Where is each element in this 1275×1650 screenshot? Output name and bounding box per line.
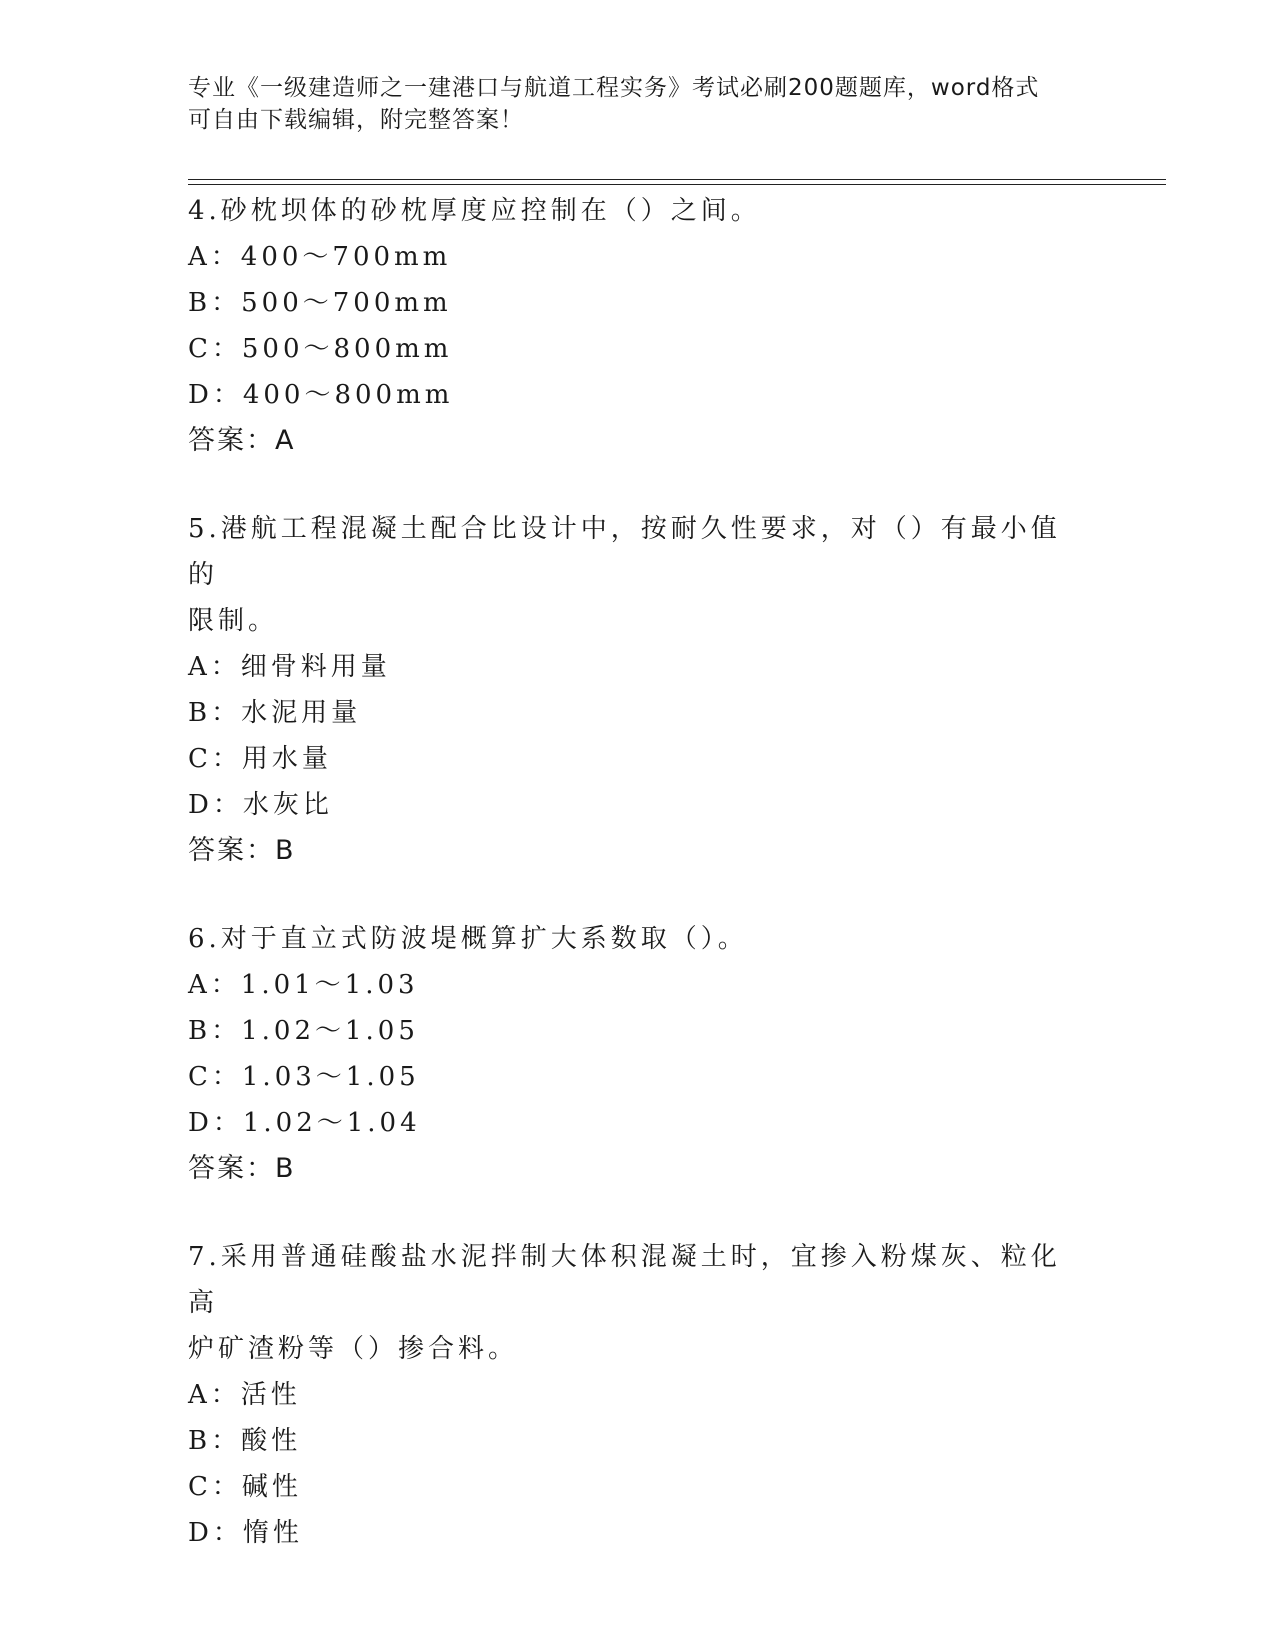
question-stem-continued: 限制。	[188, 606, 279, 636]
option-c: C：1.03～1.05	[188, 1062, 420, 1092]
question-stem: 4.砂枕坝体的砂枕厚度应控制在（）之间。	[188, 196, 761, 226]
option-a: A：细骨料用量	[188, 652, 391, 682]
option-d: D：400～800mm	[188, 380, 454, 410]
option-d: D：惰性	[188, 1518, 303, 1548]
option-b: B：1.02～1.05	[188, 1016, 419, 1046]
answer: 答案：B	[188, 835, 296, 866]
question-stem: 5.港航工程混凝土配合比设计中，按耐久性要求，对（）有最小值的	[188, 514, 1061, 590]
question-5	[188, 506, 1088, 874]
option-b: B：酸性	[188, 1426, 302, 1456]
question-list	[188, 188, 1088, 1556]
header-line-2: 可自由下载编辑，附完整答案！	[188, 107, 524, 133]
question-stem: 6.对于直立式防波堤概算扩大系数取（）。	[188, 924, 748, 954]
question-stem-continued: 炉矿渣粉等（）掺合料。	[188, 1334, 519, 1364]
option-c: C：用水量	[188, 744, 332, 774]
option-a: A：400～700mm	[188, 242, 452, 272]
answer: 答案：B	[188, 1153, 296, 1184]
option-b: B：水泥用量	[188, 698, 362, 728]
option-b: B：500～700mm	[188, 288, 452, 318]
option-c: C：碱性	[188, 1472, 302, 1502]
question-stem: 7.采用普通硅酸盐水泥拌制大体积混凝土时，宜掺入粉煤灰、粒化高	[188, 1242, 1061, 1318]
document-header	[188, 72, 1068, 136]
option-d: D：1.02～1.04	[188, 1108, 421, 1138]
answer: 答案：A	[188, 425, 296, 456]
header-line-1: 专业《一级建造师之一建港口与航道工程实务》考试必刷200题题库，word格式	[188, 75, 1040, 101]
header-divider-top	[188, 179, 1166, 180]
option-c: C：500～800mm	[188, 334, 453, 364]
question-6	[188, 916, 1088, 1192]
question-7	[188, 1234, 1088, 1556]
option-d: D：水灰比	[188, 790, 333, 820]
header-divider-bottom	[188, 184, 1166, 185]
option-a: A：1.01～1.03	[188, 970, 419, 1000]
option-a: A：活性	[188, 1380, 301, 1410]
question-4	[188, 188, 1088, 464]
